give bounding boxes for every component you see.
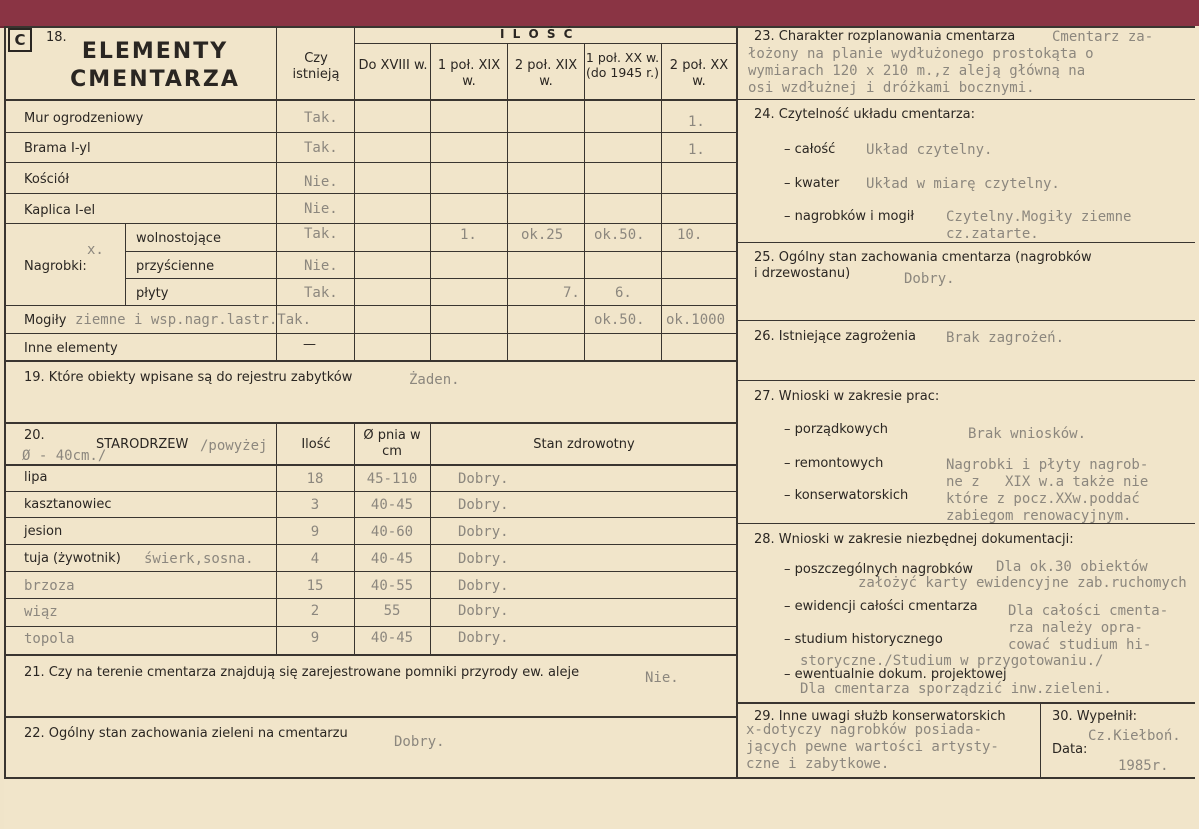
section-21-label: 21. Czy na terenie cmentarza znajdują się zarejestrowane pomniki przyrody ew. aleje bbox=[24, 665, 580, 680]
card-top-edge bbox=[0, 0, 1199, 28]
s28-poszcz-label: – poszczególnych nagrobków bbox=[784, 562, 974, 577]
tree-name: tuja (żywotnik) bbox=[24, 551, 121, 566]
period-header-2: 1 poł. XIX w. bbox=[437, 58, 501, 89]
grid-line bbox=[354, 43, 736, 44]
tree-health: Dobry. bbox=[458, 578, 509, 594]
s28-proj-label: – ewentualnie dokum. projektowej bbox=[784, 667, 1007, 682]
section-29-label: 29. Inne uwagi służb konserwatorskich bbox=[754, 709, 1006, 724]
s28-hist-value: storyczne./Studium w przygotowaniu./ bbox=[800, 653, 1104, 669]
s24-nagrobkow-value: Czytelny.Mogiły ziemne cz.zatarte. bbox=[946, 209, 1132, 242]
grid-line bbox=[4, 598, 736, 599]
row-label-wolnostojace: wolnostojące bbox=[136, 231, 221, 246]
row-label-mogily: Mogiły bbox=[24, 313, 67, 328]
col-ilosc-header: Ilość bbox=[301, 437, 331, 452]
grid-line bbox=[736, 320, 1195, 321]
s24-kwater-label: – kwater bbox=[784, 176, 840, 191]
tree-count: 2 bbox=[310, 603, 320, 619]
grid-line bbox=[276, 422, 277, 654]
period-header-3: 2 poł. XIX w. bbox=[514, 58, 578, 89]
title-line-2: CMENTARZA bbox=[70, 67, 240, 92]
exists-przyscienne: Nie. bbox=[304, 258, 338, 274]
tree-health: Dobry. bbox=[458, 551, 509, 567]
exists-plyty: Tak. bbox=[304, 285, 338, 301]
section-23-value: łożony na planie wydłużonego prostokąta o wymiarach 120 x 210 m.,z aleją główną na osi wzdłużnej i dróżkami bocznymi. bbox=[748, 46, 1094, 96]
tree-diameter: 40-45 bbox=[370, 497, 414, 513]
tree-name: jesion bbox=[24, 524, 63, 539]
grid-line bbox=[125, 278, 736, 279]
ilosc-header: I L O Ś Ć bbox=[500, 27, 575, 41]
grid-line bbox=[4, 132, 736, 133]
exists-wolnostojace: Tak. bbox=[304, 226, 338, 242]
grid-line bbox=[4, 491, 736, 492]
p5-mogily: ok.1000 bbox=[666, 312, 726, 328]
grid-line bbox=[125, 223, 126, 305]
grid-line bbox=[4, 333, 736, 334]
row-label-przyscienne: przyścienne bbox=[136, 259, 215, 274]
grid-line bbox=[4, 162, 736, 163]
grid-line bbox=[4, 26, 6, 778]
s24-calosc-label: – całość bbox=[784, 142, 836, 157]
s27-porz-value: Brak wniosków. bbox=[968, 426, 1087, 442]
grid-line bbox=[4, 305, 736, 306]
row-label-plyty: płyty bbox=[136, 286, 169, 301]
section-25-label-2: i drzewostanu) bbox=[754, 266, 851, 281]
grid-line bbox=[430, 422, 431, 654]
section-19-value: Żaden. bbox=[409, 372, 460, 388]
tree-health: Dobry. bbox=[458, 630, 509, 646]
tree-name: topola bbox=[24, 631, 75, 647]
p2-wolnostojace: 1. bbox=[460, 227, 477, 243]
s24-nagrobkow-label: – nagrobków i mogił bbox=[784, 209, 915, 224]
row-label-mur: Mur ogrodzeniowy bbox=[24, 111, 144, 126]
typed-mogily: ziemne i wsp.nagr.lastr.Tak. bbox=[75, 312, 312, 328]
p4-wolnostojace: ok.50. bbox=[594, 227, 645, 243]
grid-line bbox=[4, 517, 736, 518]
grid-line bbox=[4, 360, 736, 362]
col-pnia-header: Ø pnia w cm bbox=[363, 428, 421, 459]
s28-proj-value: Dla cmentarza sporządzić inw.zieleni. bbox=[800, 681, 1112, 697]
section-30-name: Cz.Kiełboń. bbox=[1088, 728, 1181, 744]
tree-name: lipa bbox=[24, 470, 48, 485]
tree-diameter: 40-60 bbox=[370, 524, 414, 540]
tree-diameter: 40-45 bbox=[370, 630, 414, 646]
nagrobki-mark: x. bbox=[87, 242, 104, 258]
section-code-box: C bbox=[8, 28, 32, 52]
section-30-date-label: Data: bbox=[1052, 742, 1088, 757]
grid-line bbox=[736, 777, 1195, 779]
grid-line bbox=[1040, 702, 1041, 778]
section-26-label: 26. Istniejące zagrożenia bbox=[754, 329, 916, 344]
tree-health: Dobry. bbox=[458, 471, 509, 487]
row-label-kaplica: Kaplica I-el bbox=[24, 203, 96, 218]
p3-plyty: 7. bbox=[563, 285, 580, 301]
grid-line bbox=[4, 26, 1195, 28]
s28-ewid-label: – ewidencji całości cmentarza bbox=[784, 599, 978, 614]
tree-count: 15 bbox=[306, 578, 324, 594]
grid-line bbox=[736, 380, 1195, 381]
row-label-kosciol: Kościół bbox=[24, 172, 70, 187]
s28-poszcz-value-1: Dla ok.30 obiektów bbox=[996, 559, 1148, 575]
grid-line bbox=[661, 43, 662, 360]
col-exists-header: Czy istnieją bbox=[292, 51, 340, 82]
grid-line bbox=[4, 99, 736, 101]
grid-line bbox=[736, 702, 1195, 704]
section-24-label: 24. Czytelność układu cmentarza: bbox=[754, 107, 976, 122]
grid-line bbox=[4, 223, 736, 224]
col-stan-header: Stan zdrowotny bbox=[533, 437, 635, 452]
exists-mur: Tak. bbox=[304, 110, 338, 126]
section-19-label: 19. Które obiekty wpisane są do rejestru zabytków bbox=[24, 370, 353, 385]
section-30-label: 30. Wypełnił: bbox=[1052, 709, 1137, 724]
grid-line bbox=[4, 464, 736, 466]
period-header-1: Do XVIII w. bbox=[358, 58, 428, 73]
row-label-inne: Inne elementy bbox=[24, 341, 118, 356]
s24-calosc-value: Układ czytelny. bbox=[866, 142, 993, 158]
exists-kosciol: Nie. bbox=[304, 174, 338, 190]
tree-health: Dobry. bbox=[458, 603, 509, 619]
tree-diameter: 45-110 bbox=[366, 471, 418, 487]
section-30-date: 1985r. bbox=[1118, 758, 1169, 774]
s24-kwater-value: Układ w miarę czytelny. bbox=[866, 176, 1060, 192]
p5-wolnostojace: 10. bbox=[677, 227, 703, 243]
p5-brama: 1. bbox=[688, 142, 705, 158]
s28-poszcz-value-2: założyć karty ewidencyjne zab.ruchomych bbox=[858, 575, 1187, 591]
section-21-value: Nie. bbox=[645, 670, 679, 686]
tree-name: wiąz bbox=[24, 604, 58, 620]
period-header-4: 1 poł. XX w. (do 1945 r.) bbox=[585, 50, 660, 80]
section-20-number: 20. bbox=[24, 428, 45, 443]
grid-line bbox=[430, 43, 431, 360]
section-22-label: 22. Ogólny stan zachowania zieleni na cmentarzu bbox=[24, 726, 348, 741]
title-line-1: ELEMENTY bbox=[81, 39, 229, 64]
s28-hist-label: – studium historycznego bbox=[784, 632, 943, 647]
grid-line bbox=[584, 43, 585, 360]
period-header-5: 2 poł. XX w. bbox=[669, 58, 729, 89]
tree-health: Dobry. bbox=[458, 497, 509, 513]
section-26-value: Brak zagrożeń. bbox=[946, 330, 1065, 346]
section-20-note-1: /powyżej bbox=[200, 438, 268, 454]
tree-extra: świerk,sosna. bbox=[144, 551, 254, 567]
p5-mur: 1. bbox=[688, 114, 705, 130]
tree-diameter: 40-45 bbox=[370, 551, 414, 567]
tree-diameter: 40-55 bbox=[370, 578, 414, 594]
row-label-brama: Brama I-yl bbox=[24, 141, 91, 156]
s27-porz-label: – porządkowych bbox=[784, 422, 888, 437]
grid-line bbox=[4, 777, 736, 779]
section-20-title: STARODRZEW bbox=[96, 437, 189, 452]
exists-brama: Tak. bbox=[304, 140, 338, 156]
grid-line bbox=[736, 26, 738, 778]
exists-inne: — bbox=[303, 337, 316, 352]
tree-count: 18 bbox=[306, 471, 324, 487]
p4-mogily: ok.50. bbox=[594, 312, 645, 328]
section-27-label: 27. Wnioski w zakresie prac: bbox=[754, 389, 940, 404]
section-23-value-line1: Cmentarz za- bbox=[1052, 29, 1154, 45]
tree-name: kasztanowiec bbox=[24, 497, 112, 512]
p3-wolnostojace: ok.25 bbox=[521, 227, 564, 243]
grid-line bbox=[736, 99, 1195, 100]
tree-count: 3 bbox=[310, 497, 320, 513]
tree-count: 9 bbox=[310, 524, 320, 540]
grid-line bbox=[4, 626, 736, 627]
grid-line bbox=[354, 422, 355, 654]
exists-kaplica: Nie. bbox=[304, 201, 338, 217]
grid-line bbox=[125, 251, 736, 252]
tree-diameter: 55 bbox=[383, 603, 401, 619]
tree-count: 9 bbox=[310, 630, 320, 646]
section-25-label-1: 25. Ogólny stan zachowania cmentarza (nagrobków bbox=[754, 250, 1092, 265]
row-label-nagrobki: Nagrobki: bbox=[24, 259, 87, 274]
tree-name: brzoza bbox=[24, 578, 75, 594]
tree-health: Dobry. bbox=[458, 524, 509, 540]
s28-ewid-value: Dla całości cmenta- rza należy opra- cować studium hi- bbox=[1008, 603, 1169, 653]
grid-line bbox=[4, 654, 736, 656]
grid-line bbox=[4, 193, 736, 194]
grid-line bbox=[507, 43, 508, 360]
grid-line bbox=[4, 571, 736, 572]
section-29-value: x-dotyczy nagrobków posiada- jących pewne wartości artysty- czne i zabytkowe. bbox=[746, 722, 999, 772]
section-28-label: 28. Wnioski w zakresie niezbędnej dokumentacji: bbox=[754, 532, 1074, 547]
section-18-number: 18. bbox=[46, 30, 67, 45]
s27-konserw-label: – konserwatorskich bbox=[784, 488, 909, 503]
grid-line bbox=[4, 422, 736, 424]
section-25-value: Dobry. bbox=[904, 271, 955, 287]
s27-remont-label: – remontowych bbox=[784, 456, 884, 471]
section-22-value: Dobry. bbox=[394, 734, 445, 750]
p4-plyty: 6. bbox=[615, 285, 632, 301]
s27-remont-value: Nagrobki i płyty nagrob- ne z XIX w.a także nie które z pocz.XXw.poddać zabiegom renowacyjnym. bbox=[946, 457, 1149, 524]
section-18-title bbox=[40, 38, 270, 94]
section-20-note-2: Ø - 40cm./ bbox=[22, 448, 107, 464]
grid-line bbox=[4, 544, 736, 545]
section-23-label: 23. Charakter rozplanowania cmentarza bbox=[754, 29, 1016, 44]
grid-line bbox=[4, 716, 736, 718]
tree-count: 4 bbox=[310, 551, 320, 567]
